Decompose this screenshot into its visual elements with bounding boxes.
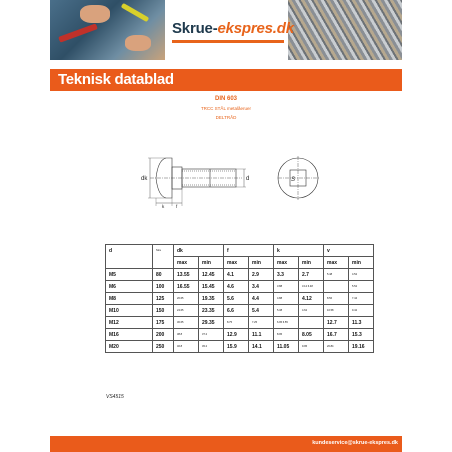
sub-max: max	[324, 257, 349, 269]
col-f-header: f	[224, 245, 274, 257]
sub-min: min	[299, 257, 324, 269]
table-row: M6 100 16.55 15.45 4.6 3.4 3.88 3.12 6.48 5.52	[106, 281, 374, 293]
sub-max: max	[274, 257, 299, 269]
label-s: S	[291, 177, 296, 183]
label-d: d	[246, 176, 250, 182]
label-f: f	[176, 204, 178, 208]
product-standard: DIN 603	[214, 96, 237, 102]
brand-underline	[172, 40, 284, 43]
table-row: M16 200 38.8 37.2 12.9 11.1 8.95 8.05 16.7 15.3	[106, 329, 374, 341]
table-row: M10 150 24.65 23.35 6.6 5.4 5.38 4.62 10.58 9.42	[106, 305, 374, 317]
col-k-header: k	[274, 245, 324, 257]
sub-min: min	[349, 257, 374, 269]
col-d-header: d	[106, 245, 153, 257]
table-row: M12 175 30.65 29.35 8.75 7.25 6.95 6.55 12.7 11.3	[106, 317, 374, 329]
label-k: k	[162, 204, 165, 208]
table-row: M8 125 20.65 19.35 5.6 4.4 4.88 4.12 8.56 7.44	[106, 293, 374, 305]
col-stra-header: Stra	[153, 245, 174, 257]
label-dk: dk	[141, 176, 148, 182]
table-row: M20 250 46.8 45.2 15.9 14.1 11.05 9.95 20.84 19.16	[106, 341, 374, 353]
header-photo-screws	[288, 0, 402, 60]
product-thread: DELTRÅD	[215, 115, 237, 120]
sub-min: min	[249, 257, 274, 269]
table-row: M5 80 13.55 12.45 4.1 2.9 3.3 2.7 5.48 4.52	[106, 269, 374, 281]
col-dk-header: dk	[174, 245, 224, 257]
table-header-row	[106, 245, 374, 257]
table-subheader-row	[106, 257, 374, 269]
page-title: Teknisk datablad	[58, 71, 174, 88]
sub-max: max	[174, 257, 199, 269]
brand-logo: Skrue-ekspres.dk	[172, 20, 294, 37]
spec-table	[105, 244, 374, 353]
sub-min: min	[199, 257, 224, 269]
header-photo-tools	[50, 0, 165, 60]
footer-email-link[interactable]: kundeservice@skrue-ekspres.dk	[312, 440, 398, 446]
sub-max: max	[224, 257, 249, 269]
bolt-drawing	[140, 150, 330, 208]
col-v-header: v	[324, 245, 374, 257]
document-code: VS4515	[106, 394, 124, 400]
product-material: TRCC STÅL metalåeruer	[200, 106, 252, 111]
